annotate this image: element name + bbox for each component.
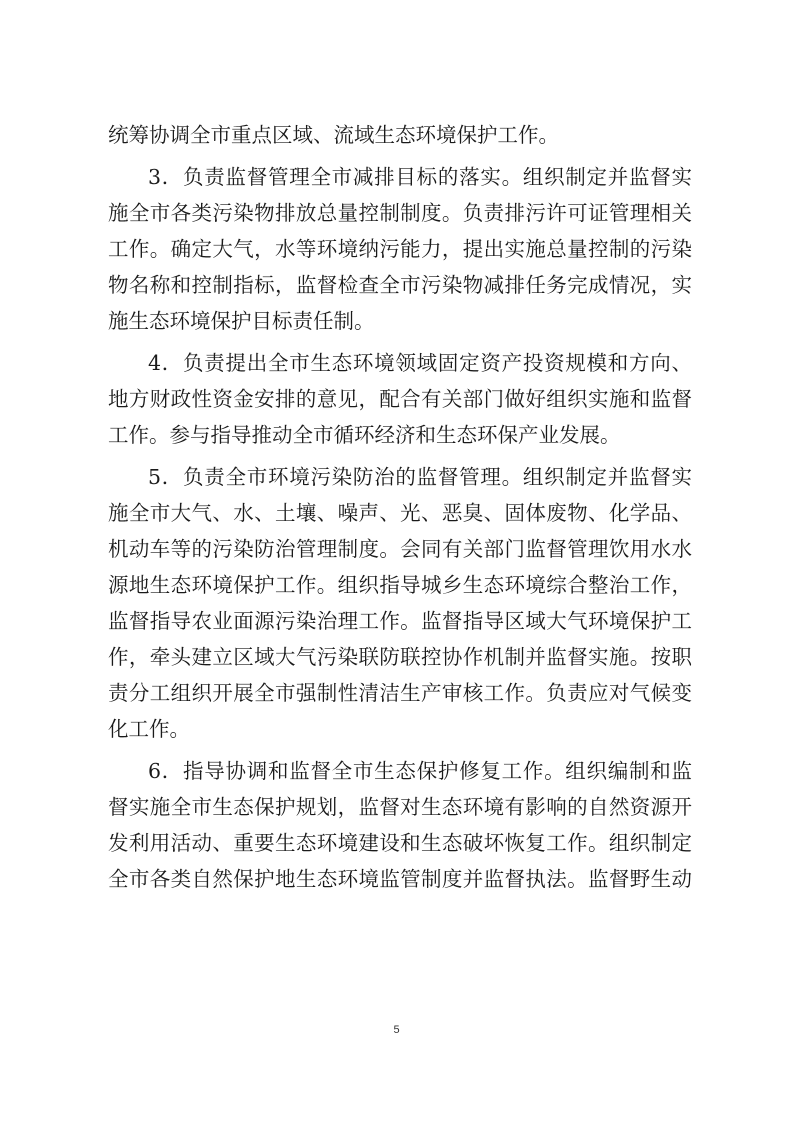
paragraph-item-3 xyxy=(108,159,692,339)
text-line: 5．负责全市环境污染防治的监督管理。组织制定并监督实 xyxy=(148,465,692,489)
paragraph-item-5 xyxy=(108,459,692,747)
text-line: 监督指导农业面源污染治理工作。监督指导区域大气环境保护工 xyxy=(108,609,692,633)
text-line: 统筹协调全市重点区域、流域生态环境保护工作。 xyxy=(108,123,559,147)
text-line: 施生态环境保护目标责任制。 xyxy=(108,309,375,333)
body-text xyxy=(108,117,692,903)
text-line: 作，牵头建立区域大气污染联防联控协作机制并监督实施。按职 xyxy=(108,645,692,669)
text-line: 6．指导协调和监督全市生态保护修复工作。组织编制和监 xyxy=(148,759,692,783)
paragraph-item-4 xyxy=(108,345,692,453)
text-line: 3．负责监督管理全市减排目标的落实。组织制定并监督实 xyxy=(148,165,692,189)
text-line: 督实施全市生态保护规划，监督对生态环境有影响的自然资源开 xyxy=(108,795,692,819)
text-line: 施全市各类污染物排放总量控制制度。负责排污许可证管理相关 xyxy=(108,201,692,225)
paragraph-item-6 xyxy=(108,753,692,897)
text-line: 责分工组织开展全市强制性清洁生产审核工作。负责应对气候变 xyxy=(108,681,692,705)
text-line: 机动车等的污染防治管理制度。会同有关部门监督管理饮用水水 xyxy=(108,537,692,561)
text-line: 全市各类自然保护地生态环境监管制度并监督执法。监督野生动 xyxy=(108,867,692,891)
text-line: 源地生态环境保护工作。组织指导城乡生态环境综合整治工作， xyxy=(108,573,692,597)
text-line: 物名称和控制指标，监督检查全市污染物减排任务完成情况，实 xyxy=(108,273,692,297)
text-line: 施全市大气、水、土壤、噪声、光、恶臭、固体废物、化学品、 xyxy=(108,501,692,525)
text-line: 发利用活动、重要生态环境建设和生态破坏恢复工作。组织制定 xyxy=(108,831,692,855)
text-line: 4．负责提出全市生态环境领域固定资产投资规模和方向、 xyxy=(148,351,692,375)
text-line: 工作。参与指导推动全市循环经济和生态环保产业发展。 xyxy=(108,423,621,447)
page-number: 5 xyxy=(393,1024,400,1036)
text-line: 化工作。 xyxy=(108,717,190,741)
text-line: 工作。确定大气，水等环境纳污能力，提出实施总量控制的污染 xyxy=(108,237,692,261)
text-line: 地方财政性资金安排的意见，配合有关部门做好组织实施和监督 xyxy=(108,387,692,411)
paragraph-continued xyxy=(108,117,692,153)
